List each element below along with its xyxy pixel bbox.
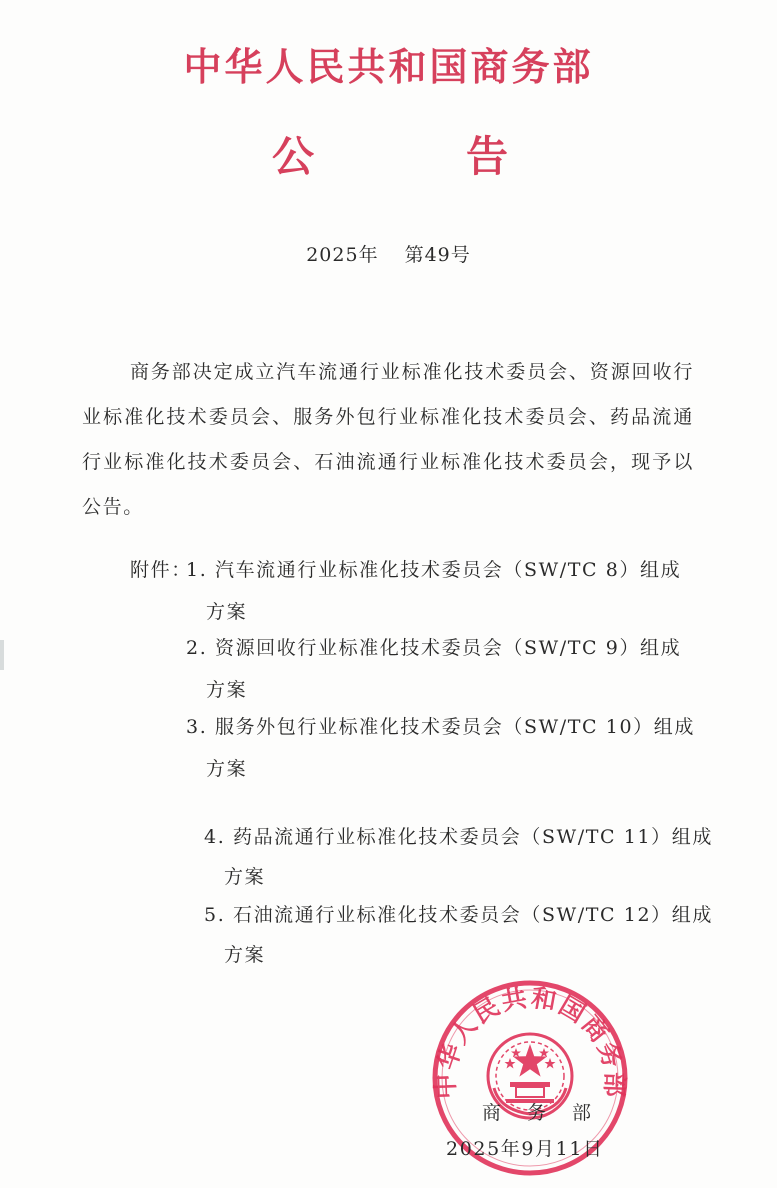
body-paragraph: 商务部决定成立汽车流通行业标准化技术委员会、资源回收行业标准化技术委员会、服务外包行业标准化技术委员会、药品流通行业标准化技术委员会、石油流通行业标准化技术委员会，现予以公告。: [82, 361, 694, 518]
attachments-label: 附件：: [130, 559, 192, 581]
document-serial: 第49号: [404, 244, 471, 266]
attachment-item-1: 1. 汽车流通行业标准化技术委员会（SW/TC 8）组成: [186, 559, 682, 581]
attachment-item-2: 2. 资源回收行业标准化技术委员会（SW/TC 9）组成: [186, 637, 682, 659]
attachment-item-2-cont: 方案: [206, 679, 248, 701]
ministry-header: 中华人民共和国商务部: [183, 45, 594, 89]
attachment-item-4-cont: 方案: [224, 866, 266, 888]
attachment-item-3-cont: 方案: [206, 758, 248, 780]
attachment-item-4: 4. 药品流通行业标准化技术委员会（SW/TC 11）组成: [204, 826, 713, 848]
document-year: 2025年: [306, 244, 379, 266]
document-number: [0, 240, 777, 267]
attachment-item-1-cont: 方案: [206, 601, 248, 623]
announcement-title-char-1: 公: [272, 132, 315, 181]
issuer-name: 商务部: [482, 1102, 618, 1124]
issue-date: 2025年9月11日: [446, 1138, 604, 1160]
attachment-item-5: 5. 石油流通行业标准化技术委员会（SW/TC 12）组成: [204, 904, 713, 926]
seal-text: 中华人民共和国商务部: [430, 982, 630, 1100]
scan-edge-mark: [0, 640, 4, 670]
attachment-item-3: 3. 服务外包行业标准化技术委员会（SW/TC 10）组成: [186, 716, 695, 738]
attachment-item-5-cont: 方案: [224, 944, 266, 966]
announcement-title-char-2: 告: [466, 132, 509, 181]
